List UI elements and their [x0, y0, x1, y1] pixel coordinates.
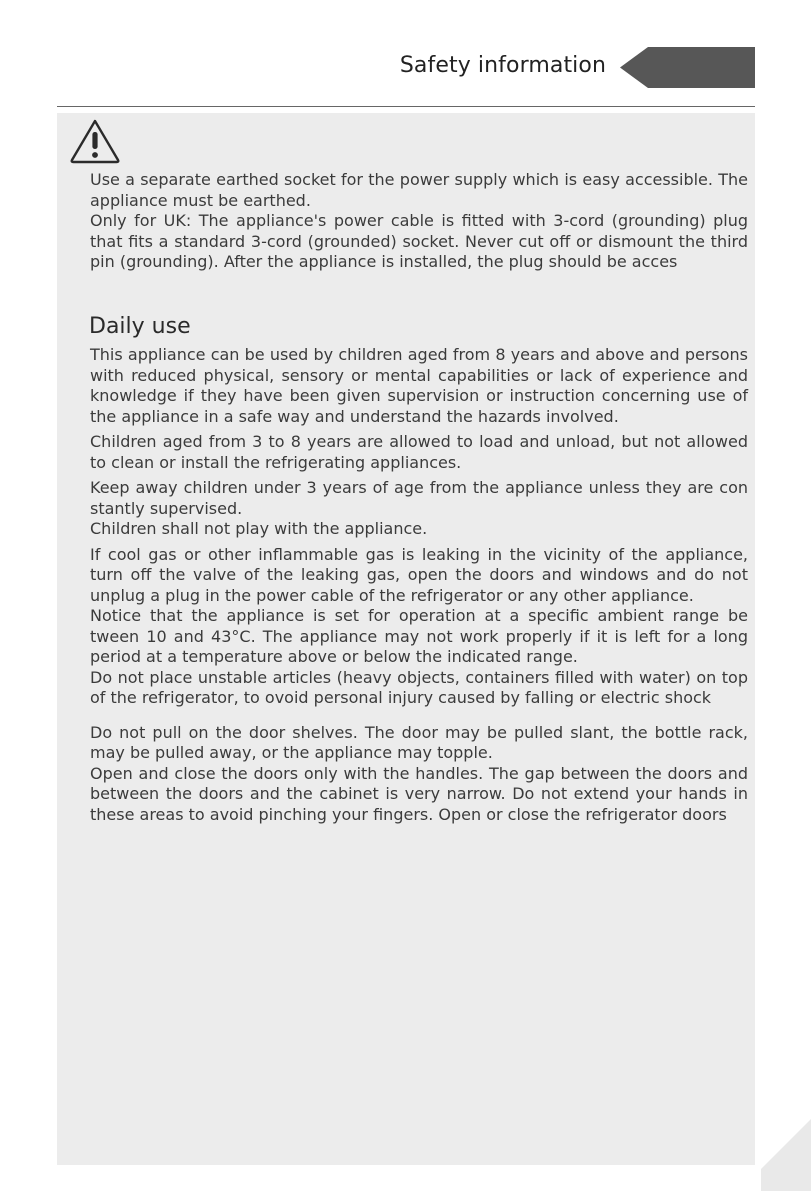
paragraph: Do not place unstable articles (heavy objects, containers filled with water) on top of the refrigerator, to ovoid personal injury caused by falling or electric shock: [90, 667, 748, 707]
paragraph: Only for UK: The appliance's power cable is fitted with 3-cord (grounding) plug that fits a standard 3-cord (grounded) socket. Never cut off or dismount the third pin (grounding). After the appliance is installed, the plug should be acces: [90, 211, 748, 271]
paragraph: Do not pull on the door shelves. The door may be pulled slant, the bottle rack, may be pulled away, or the appliance may topple.: [90, 722, 748, 762]
paragraph: Children shall not play with the appliance.: [90, 519, 428, 538]
paragraph: Open and close the doors only with the handles. The gap between the doors and between the doors and the cabinet is very narrow. Do not extend your hands in these areas to avoid pinching your fingers. Open or close the refrigerator doors: [90, 763, 748, 824]
intro-text: [90, 170, 748, 273]
paragraph: Children aged from 3 to 8 years are allowed to load and unload, but not allowed to clean or install the refrigerating appliances.: [90, 432, 748, 472]
paragraph: Keep away children under 3 years of age from the appliance unless they are con stantly supervised.: [90, 478, 748, 518]
paragraph: Use a separate earthed socket for the power supply which is easy accessible. The appliance must be earthed.: [90, 170, 748, 210]
daily-use-text: [90, 345, 748, 825]
paragraph: If cool gas or other inflammable gas is leaking in the vicinity of the appliance, turn off the valve of the leaking gas, open the doors and windows and do not unplug a plug in the power cable of the refrigerator or any other appliance.: [90, 544, 748, 605]
page-corner-tab: [761, 1119, 811, 1191]
header-tab-marker: [620, 47, 755, 88]
warning-triangle-icon: [69, 118, 121, 164]
header-rule: [57, 106, 755, 107]
paragraph: Notice that the appliance is set for operation at a specific ambient range be tween 10 and 43°C. The appliance may not work properly if it is left for a long period at a temperature above or below the indicated range.: [90, 606, 748, 666]
section-heading-daily-use: Daily use: [89, 314, 191, 339]
page-header-title: Safety information: [399, 53, 606, 78]
paragraph: This appliance can be used by children aged from 8 years and above and persons with reduced physical, sensory or mental capabilities or lack of experience and knowledge if they have been given supervision or instruction concerning use of the appliance in a safe way and understand the hazards involved.: [90, 345, 748, 426]
